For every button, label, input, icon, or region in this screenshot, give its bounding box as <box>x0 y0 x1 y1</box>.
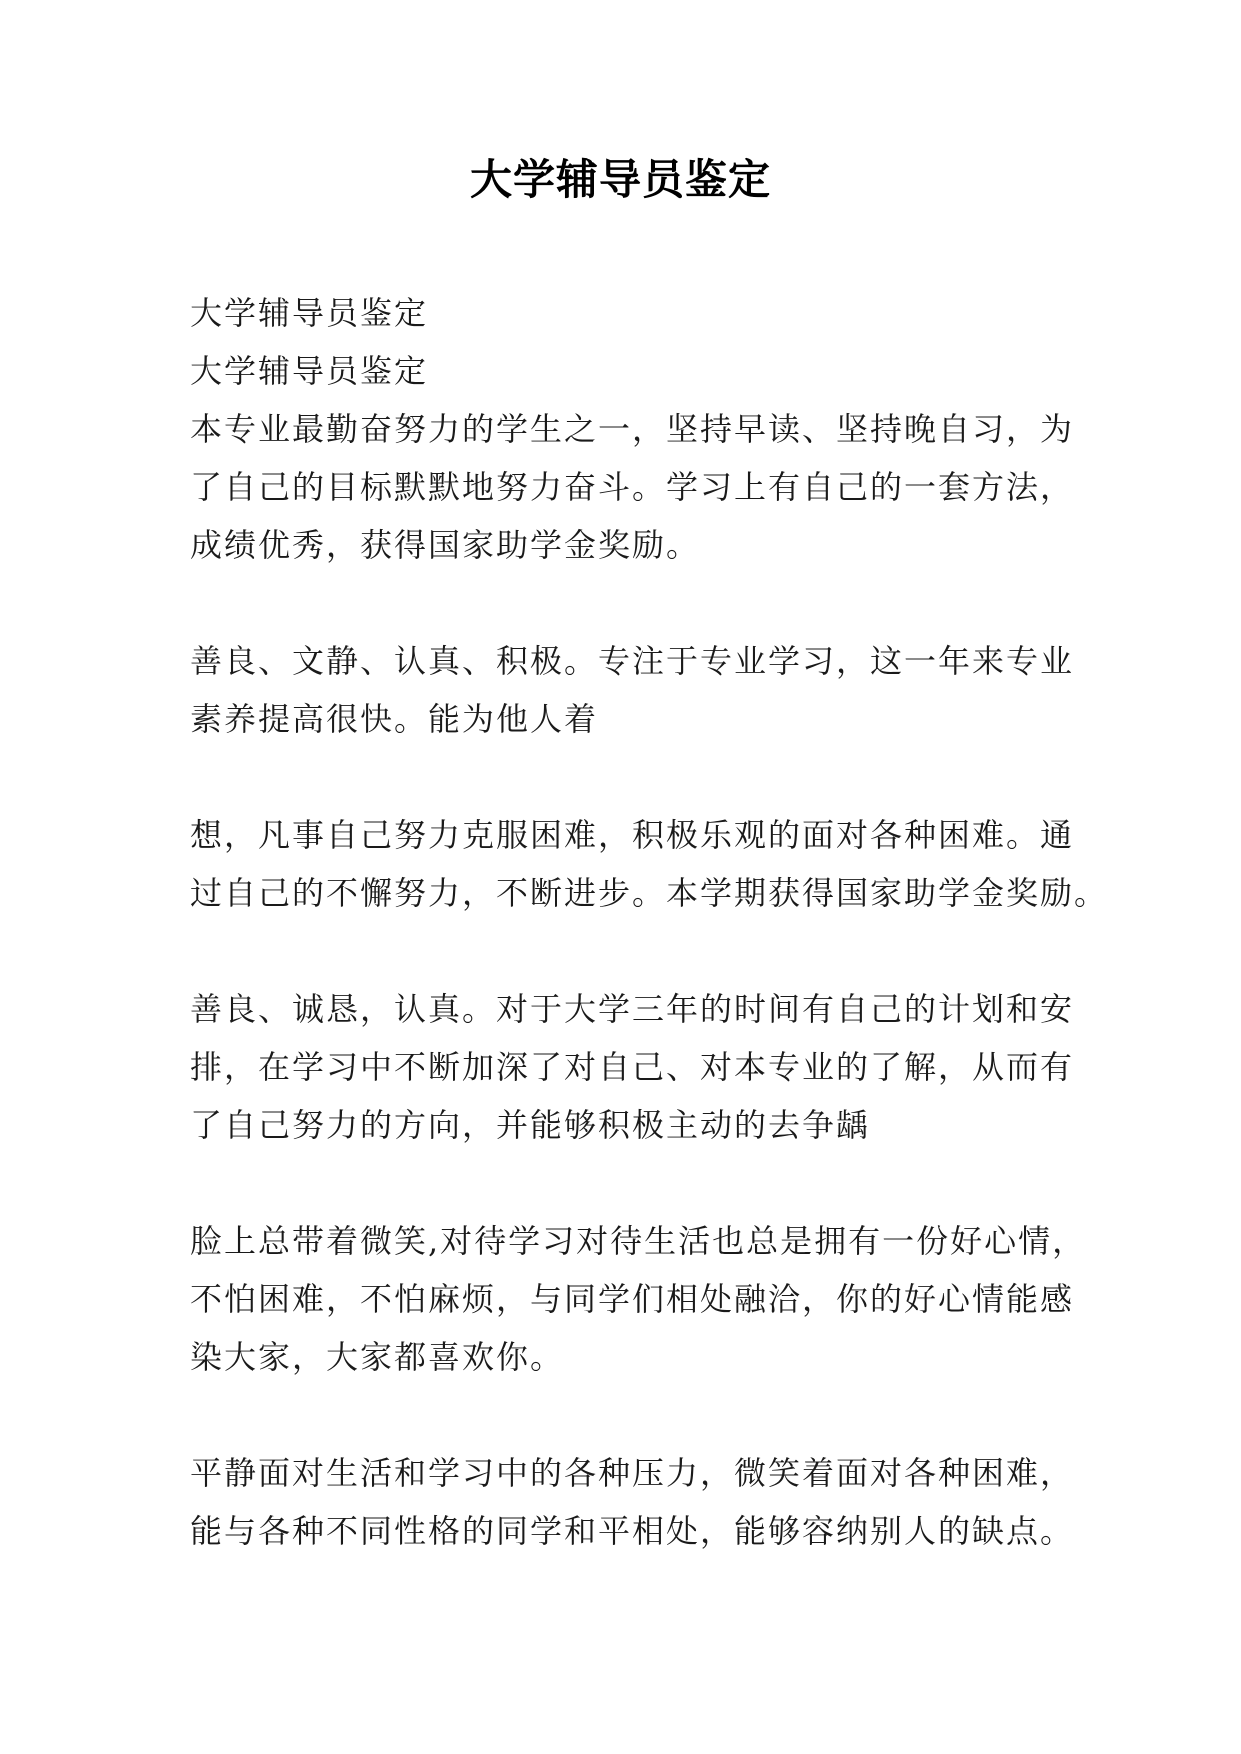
text-line: 不怕困难，不怕麻烦，与同学们相处融洽，你的好心情能感 <box>190 1280 1075 1318</box>
text-line: 大学辅导员鉴定 <box>190 352 429 390</box>
paragraph-gap <box>190 1386 1070 1444</box>
text-line: 过自己的不懈努力，不断进步。本学期获得国家助学金奖励。 <box>190 874 1109 912</box>
text-line: 排，在学习中不断加深了对自己、对本专业的了解，从而有 <box>190 1048 1075 1086</box>
document-body <box>190 284 1109 1560</box>
text-line: 能与各种不同性格的同学和平相处，能够容纳别人的缺点。 <box>190 1512 1075 1550</box>
paragraph-gap <box>190 748 1070 806</box>
text-line: 平静面对生活和学习中的各种压力，微笑着面对各种困难， <box>190 1454 1075 1492</box>
text-line: 脸上总带着微笑,对待学习对待生活也总是拥有一份好心情， <box>190 1222 1087 1260</box>
text-line: 素养提高很快。能为他人着 <box>190 700 599 738</box>
text-line: 了自己的目标默默地努力奋斗。学习上有自己的一套方法， <box>190 468 1075 506</box>
text-line: 善良、诚恳，认真。对于大学三年的时间有自己的计划和安 <box>190 990 1075 1028</box>
text-line: 大学辅导员鉴定 <box>190 294 429 332</box>
text-line: 成绩优秀，获得国家助学金奖励。 <box>190 526 701 564</box>
text-line: 染大家，大家都喜欢你。 <box>190 1338 565 1376</box>
text-line: 了自己努力的方向，并能够积极主动的去争龋 <box>190 1106 871 1144</box>
paragraph-gap <box>190 1154 1070 1212</box>
document-title: 大学辅导员鉴定 <box>469 155 771 204</box>
paragraph-gap <box>190 922 1070 980</box>
text-line: 善良、文静、认真、积极。专注于专业学习，这一年来专业 <box>190 642 1075 680</box>
text-line: 想，凡事自己努力克服困难，积极乐观的面对各种困难。通 <box>190 816 1075 854</box>
text-line: 本专业最勤奋努力的学生之一，坚持早读、坚持晚自习，为 <box>190 410 1075 448</box>
paragraph-gap <box>190 574 1070 632</box>
